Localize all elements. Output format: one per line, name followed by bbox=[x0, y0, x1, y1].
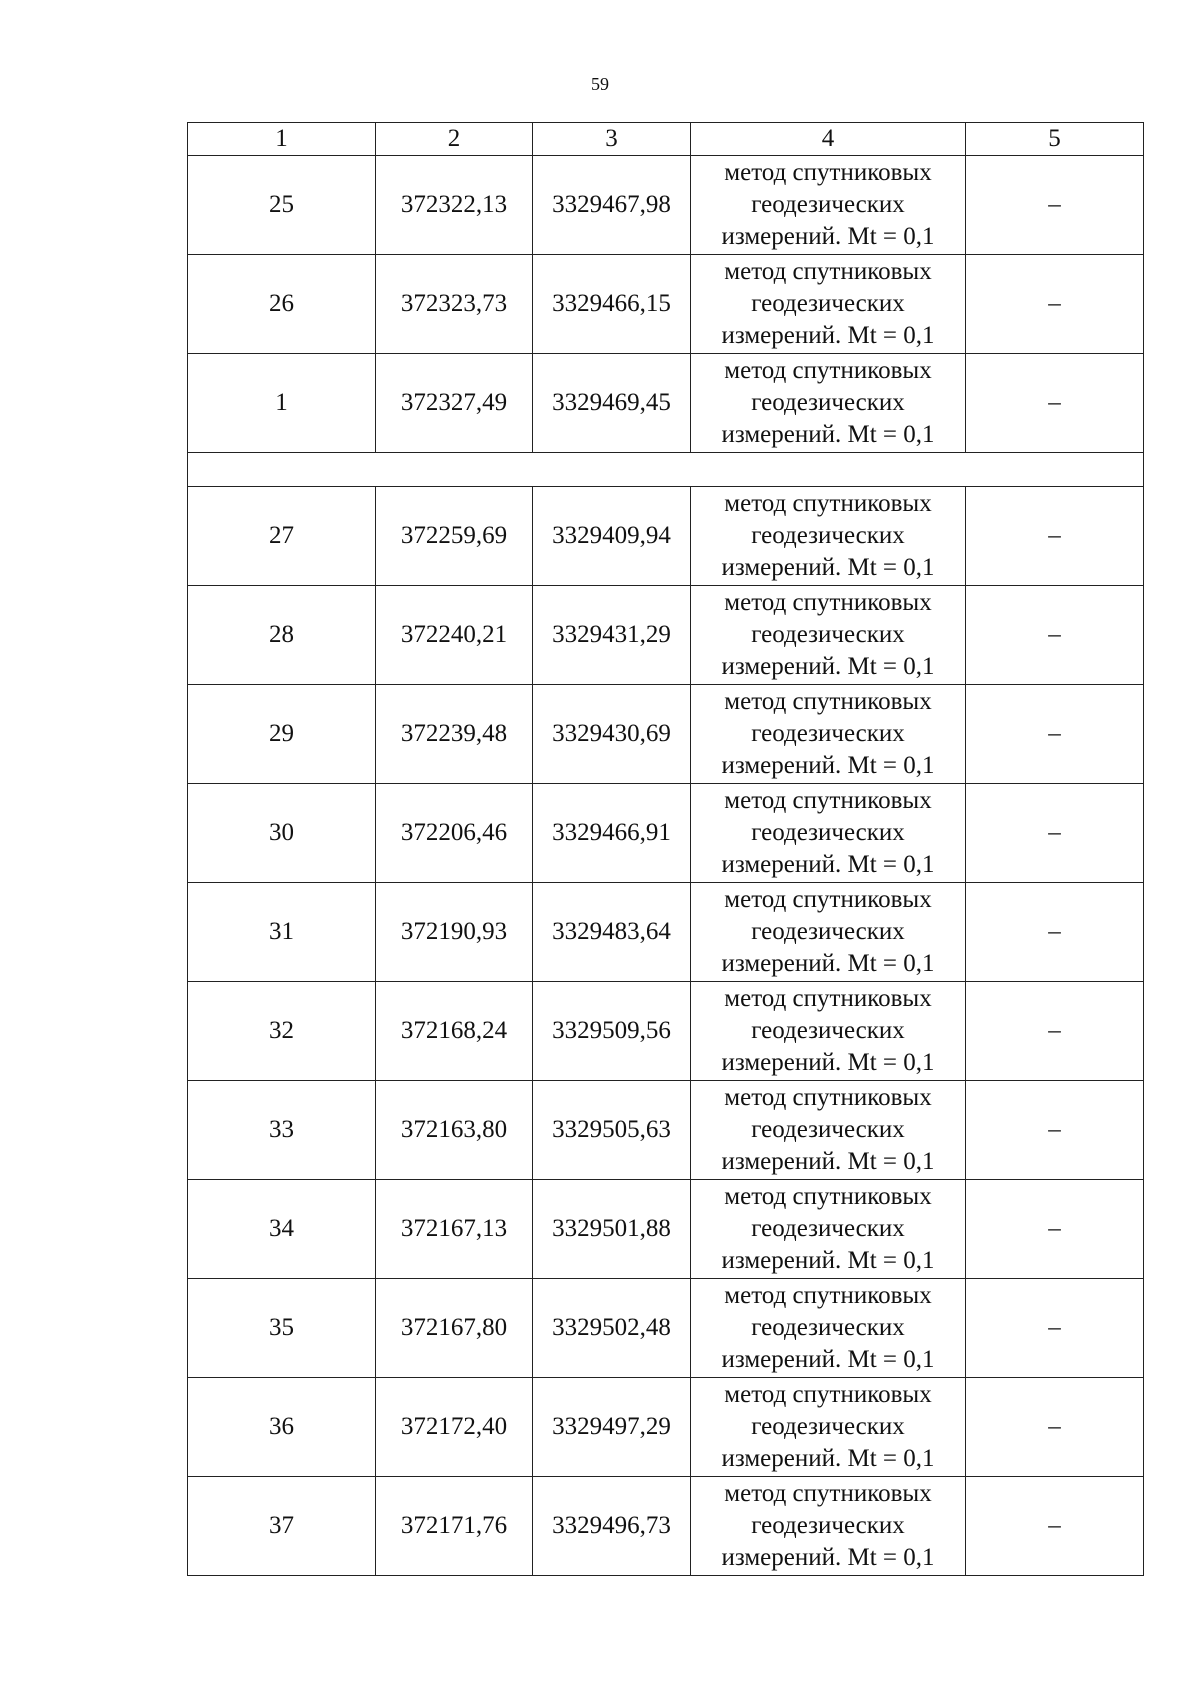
point-number: 31 bbox=[188, 883, 376, 982]
table-row bbox=[188, 1180, 1144, 1279]
table-row bbox=[188, 883, 1144, 982]
point-number: 25 bbox=[188, 156, 376, 255]
method-description bbox=[691, 354, 966, 453]
point-number: 37 bbox=[188, 1477, 376, 1576]
method-line: геодезических bbox=[751, 1512, 905, 1539]
note-cell: – bbox=[966, 1378, 1144, 1477]
table-row bbox=[188, 1081, 1144, 1180]
point-number: 35 bbox=[188, 1279, 376, 1378]
point-number: 27 bbox=[188, 487, 376, 586]
table-row bbox=[188, 784, 1144, 883]
note-cell: – bbox=[966, 883, 1144, 982]
note-cell: – bbox=[966, 255, 1144, 354]
method-line: измерений. Mt = 0,1 bbox=[721, 1247, 935, 1274]
note-cell: – bbox=[966, 354, 1144, 453]
method-line: измерений. Mt = 0,1 bbox=[721, 1148, 935, 1175]
table-row bbox=[188, 1279, 1144, 1378]
method-description bbox=[691, 156, 966, 255]
method-line: измерений. Mt = 0,1 bbox=[721, 421, 935, 448]
coordinate-x: 372206,46 bbox=[376, 784, 533, 883]
method-line: измерений. Mt = 0,1 bbox=[721, 554, 935, 581]
note-cell: – bbox=[966, 1279, 1144, 1378]
coordinate-x: 372163,80 bbox=[376, 1081, 533, 1180]
method-line: геодезических bbox=[751, 522, 905, 549]
coordinate-x: 372168,24 bbox=[376, 982, 533, 1081]
coordinate-y: 3329497,29 bbox=[533, 1378, 691, 1477]
method-line: геодезических bbox=[751, 290, 905, 317]
method-line: метод спутниковых bbox=[724, 490, 932, 517]
method-line: измерений. Mt = 0,1 bbox=[721, 1445, 935, 1472]
method-line: измерений. Mt = 0,1 bbox=[721, 1544, 935, 1571]
method-line: метод спутниковых bbox=[724, 589, 932, 616]
method-line: измерений. Mt = 0,1 bbox=[721, 752, 935, 779]
point-number: 33 bbox=[188, 1081, 376, 1180]
coordinate-y: 3329466,91 bbox=[533, 784, 691, 883]
table-row bbox=[188, 685, 1144, 784]
note-cell: – bbox=[966, 586, 1144, 685]
method-line: геодезических bbox=[751, 819, 905, 846]
method-description bbox=[691, 1180, 966, 1279]
method-description bbox=[691, 883, 966, 982]
coordinates-table bbox=[187, 122, 1144, 1576]
method-line: геодезических bbox=[751, 918, 905, 945]
coordinate-y: 3329496,73 bbox=[533, 1477, 691, 1576]
method-line: метод спутниковых bbox=[724, 258, 932, 285]
coordinate-y: 3329469,45 bbox=[533, 354, 691, 453]
method-line: измерений. Mt = 0,1 bbox=[721, 1049, 935, 1076]
coordinate-y: 3329501,88 bbox=[533, 1180, 691, 1279]
method-line: метод спутниковых bbox=[724, 1282, 932, 1309]
method-line: геодезических bbox=[751, 1314, 905, 1341]
header-row bbox=[188, 123, 1144, 156]
point-number: 32 bbox=[188, 982, 376, 1081]
method-description bbox=[691, 685, 966, 784]
column-header: 4 bbox=[691, 123, 966, 156]
separator-row bbox=[188, 453, 1144, 487]
coordinate-y: 3329466,15 bbox=[533, 255, 691, 354]
coordinate-x: 372171,76 bbox=[376, 1477, 533, 1576]
point-number: 30 bbox=[188, 784, 376, 883]
method-line: измерений. Mt = 0,1 bbox=[721, 851, 935, 878]
table-row bbox=[188, 156, 1144, 255]
method-line: измерений. Mt = 0,1 bbox=[721, 950, 935, 977]
point-number: 36 bbox=[188, 1378, 376, 1477]
coordinate-x: 372190,93 bbox=[376, 883, 533, 982]
column-header: 2 bbox=[376, 123, 533, 156]
note-cell: – bbox=[966, 156, 1144, 255]
coordinate-x: 372323,73 bbox=[376, 255, 533, 354]
note-cell: – bbox=[966, 982, 1144, 1081]
method-line: метод спутниковых bbox=[724, 357, 932, 384]
separator-cell bbox=[188, 453, 1144, 487]
method-description bbox=[691, 982, 966, 1081]
coordinate-y: 3329502,48 bbox=[533, 1279, 691, 1378]
method-line: геодезических bbox=[751, 1215, 905, 1242]
note-cell: – bbox=[966, 685, 1144, 784]
method-line: метод спутниковых bbox=[724, 1084, 932, 1111]
method-line: метод спутниковых bbox=[724, 886, 932, 913]
table-row bbox=[188, 586, 1144, 685]
coordinate-x: 372167,13 bbox=[376, 1180, 533, 1279]
table-row bbox=[188, 255, 1144, 354]
coordinate-x: 372327,49 bbox=[376, 354, 533, 453]
point-number: 28 bbox=[188, 586, 376, 685]
method-line: метод спутниковых bbox=[724, 787, 932, 814]
coordinate-x: 372239,48 bbox=[376, 685, 533, 784]
method-line: геодезических bbox=[751, 389, 905, 416]
table-row bbox=[188, 1378, 1144, 1477]
method-line: геодезических bbox=[751, 1017, 905, 1044]
note-cell: – bbox=[966, 1477, 1144, 1576]
method-description bbox=[691, 255, 966, 354]
coordinate-y: 3329505,63 bbox=[533, 1081, 691, 1180]
method-description bbox=[691, 1477, 966, 1576]
method-line: измерений. Mt = 0,1 bbox=[721, 1346, 935, 1373]
method-description bbox=[691, 784, 966, 883]
note-cell: – bbox=[966, 1081, 1144, 1180]
column-header: 1 bbox=[188, 123, 376, 156]
method-line: измерений. Mt = 0,1 bbox=[721, 653, 935, 680]
method-line: метод спутниковых bbox=[724, 985, 932, 1012]
coordinate-y: 3329509,56 bbox=[533, 982, 691, 1081]
point-number: 34 bbox=[188, 1180, 376, 1279]
method-line: метод спутниковых bbox=[724, 1381, 932, 1408]
method-line: измерений. Mt = 0,1 bbox=[721, 322, 935, 349]
point-number: 29 bbox=[188, 685, 376, 784]
method-line: метод спутниковых bbox=[724, 1183, 932, 1210]
method-description bbox=[691, 586, 966, 685]
column-header: 3 bbox=[533, 123, 691, 156]
coordinate-y: 3329483,64 bbox=[533, 883, 691, 982]
coordinate-y: 3329431,29 bbox=[533, 586, 691, 685]
coordinate-x: 372172,40 bbox=[376, 1378, 533, 1477]
method-line: геодезических bbox=[751, 621, 905, 648]
method-line: геодезических bbox=[751, 720, 905, 747]
table-row bbox=[188, 487, 1144, 586]
method-line: геодезических bbox=[751, 191, 905, 218]
method-line: метод спутниковых bbox=[724, 159, 932, 186]
table-row bbox=[188, 354, 1144, 453]
coordinate-y: 3329409,94 bbox=[533, 487, 691, 586]
coordinate-x: 372167,80 bbox=[376, 1279, 533, 1378]
method-line: геодезических bbox=[751, 1116, 905, 1143]
coordinate-y: 3329467,98 bbox=[533, 156, 691, 255]
column-header: 5 bbox=[966, 123, 1144, 156]
method-line: метод спутниковых bbox=[724, 688, 932, 715]
point-number: 26 bbox=[188, 255, 376, 354]
method-line: измерений. Mt = 0,1 bbox=[721, 223, 935, 250]
method-line: метод спутниковых bbox=[724, 1480, 932, 1507]
page-number: 59 bbox=[591, 74, 609, 94]
note-cell: – bbox=[966, 1180, 1144, 1279]
method-description bbox=[691, 1378, 966, 1477]
method-line: геодезических bbox=[751, 1413, 905, 1440]
coordinate-x: 372322,13 bbox=[376, 156, 533, 255]
method-description bbox=[691, 1081, 966, 1180]
method-description bbox=[691, 1279, 966, 1378]
note-cell: – bbox=[966, 487, 1144, 586]
table-row bbox=[188, 1477, 1144, 1576]
coordinate-y: 3329430,69 bbox=[533, 685, 691, 784]
coordinate-x: 372240,21 bbox=[376, 586, 533, 685]
point-number: 1 bbox=[188, 354, 376, 453]
table-row bbox=[188, 982, 1144, 1081]
note-cell: – bbox=[966, 784, 1144, 883]
method-description bbox=[691, 487, 966, 586]
coordinate-x: 372259,69 bbox=[376, 487, 533, 586]
